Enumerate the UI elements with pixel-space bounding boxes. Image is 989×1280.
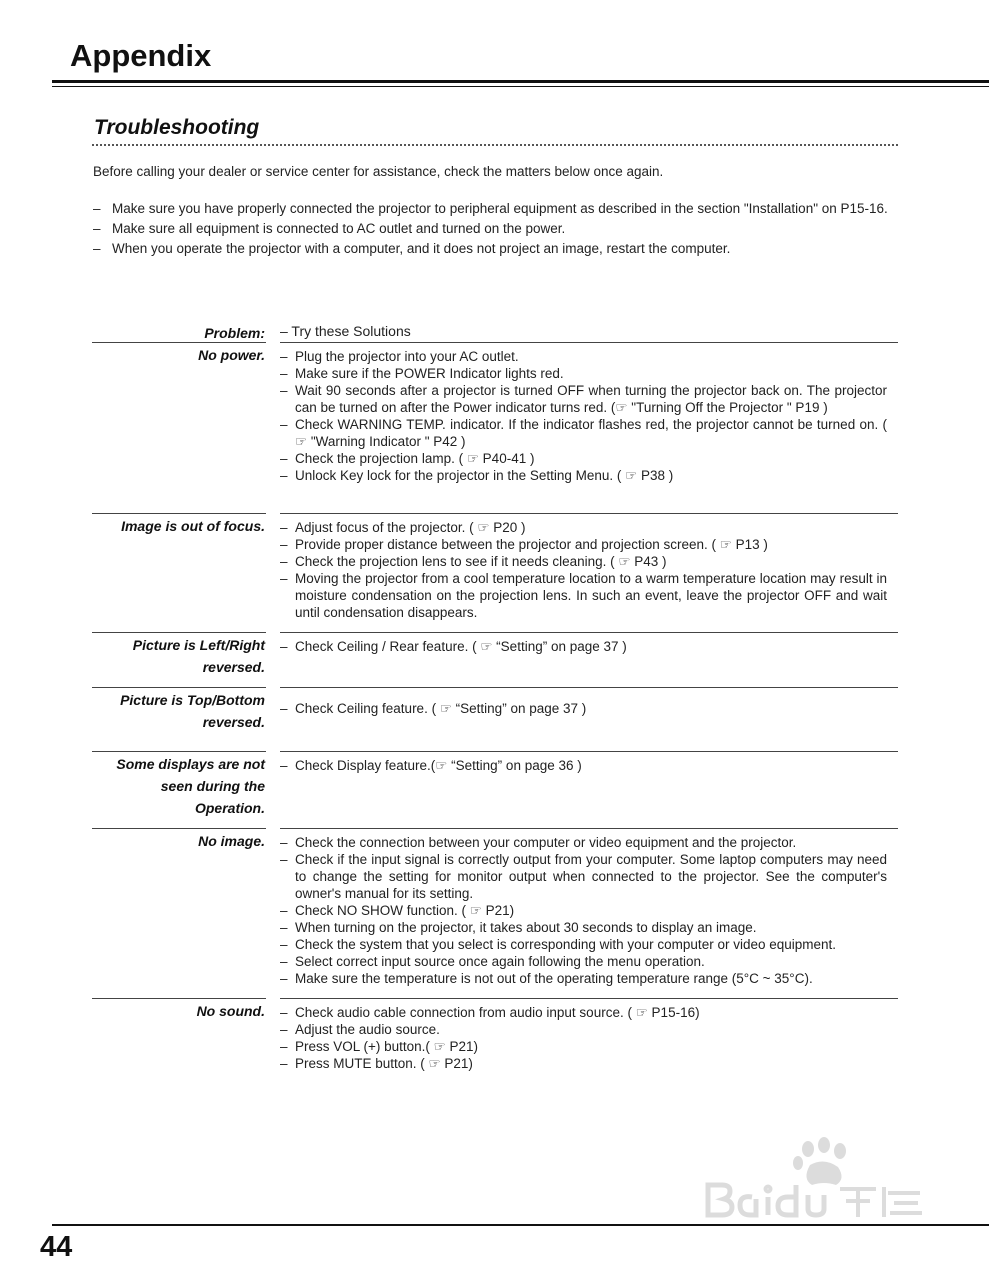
problem-label: Some displays are not seen during the Operation. bbox=[116, 756, 265, 816]
solution-text: Check if the input signal is correctly output from your computer. Some laptop computers may need to change the setting for monitor output when connected to the projector. See the computer's owner's manual for its setting. bbox=[295, 852, 887, 901]
solution-text: When turning on the projector, it takes about 30 seconds to display an image. bbox=[295, 920, 757, 935]
solution-item bbox=[280, 553, 887, 570]
troubleshooting-table bbox=[92, 320, 898, 1078]
solution-text: Check NO SHOW function. ( ☞ P21) bbox=[295, 903, 515, 918]
row-divider-left bbox=[92, 687, 266, 688]
dash-marker: – bbox=[280, 537, 288, 552]
dash-marker: – bbox=[93, 201, 101, 216]
baidu-paw-logo-icon bbox=[700, 1135, 940, 1235]
checklist-item bbox=[93, 240, 899, 257]
solution-list bbox=[280, 348, 887, 484]
dash-marker: – bbox=[280, 971, 288, 986]
checklist-item bbox=[93, 220, 899, 237]
dash-marker: – bbox=[280, 1056, 288, 1071]
checklist-item bbox=[93, 200, 899, 217]
table-body bbox=[92, 342, 898, 1078]
problem-label: No image. bbox=[198, 833, 265, 849]
solution-text: Check the projection lens to see if it needs cleaning. ( ☞ P43 ) bbox=[295, 554, 667, 569]
row-divider-right bbox=[280, 342, 898, 343]
solution-text: Check the system that you select is corresponding with your computer or video equipment. bbox=[295, 937, 837, 952]
checklist-item-text: Make sure you have properly connected the projector to peripheral equipment as described in the section "Installation" on P15-16. bbox=[112, 201, 888, 216]
solution-list bbox=[280, 519, 887, 621]
solution-text: Adjust focus of the projector. ( ☞ P20 ) bbox=[295, 520, 526, 535]
solution-list bbox=[280, 700, 887, 717]
table-row bbox=[92, 687, 898, 751]
solution-text: Check Display feature.(☞ “Setting” on page 36 ) bbox=[295, 758, 582, 773]
dash-marker: – bbox=[280, 468, 288, 483]
dotted-divider bbox=[92, 144, 898, 146]
row-divider-left bbox=[92, 751, 266, 752]
solution-text: Press MUTE button. ( ☞ P21) bbox=[295, 1056, 473, 1071]
solution-item bbox=[280, 919, 887, 936]
dash-marker: – bbox=[280, 954, 288, 969]
solution-column-header: – Try these Solutions bbox=[280, 323, 411, 339]
row-divider-right bbox=[280, 632, 898, 633]
dash-marker: – bbox=[280, 417, 288, 432]
solution-text: Unlock Key lock for the projector in the Setting Menu. ( ☞ P38 ) bbox=[295, 468, 674, 483]
solution-text: Adjust the audio source. bbox=[295, 1022, 440, 1037]
row-divider-left bbox=[92, 513, 266, 514]
dash-marker: – bbox=[280, 451, 288, 466]
solution-item bbox=[280, 416, 887, 450]
solution-text: Moving the projector from a cool temperature location to a warm temperature location may result in moisture condensation on the projection lens. In such an event, leave the projector OFF and wait until condensation disappears. bbox=[295, 571, 887, 620]
page-header-title: Appendix bbox=[70, 38, 212, 73]
row-divider-right bbox=[280, 687, 898, 688]
header-rule-thin bbox=[52, 86, 989, 87]
row-divider-left bbox=[92, 632, 266, 633]
dash-marker: – bbox=[280, 554, 288, 569]
solution-list bbox=[280, 834, 887, 987]
dash-marker: – bbox=[280, 366, 288, 381]
row-divider-right bbox=[280, 998, 898, 999]
dash-marker: – bbox=[93, 221, 101, 236]
solution-list bbox=[280, 1004, 887, 1072]
dash-marker: – bbox=[280, 1039, 288, 1054]
solution-item bbox=[280, 970, 887, 987]
solution-text: Make sure if the POWER Indicator lights red. bbox=[295, 366, 564, 381]
section-title: Troubleshooting bbox=[94, 116, 260, 139]
dash-marker: – bbox=[280, 1022, 288, 1037]
row-divider-right bbox=[280, 828, 898, 829]
solution-item bbox=[280, 1038, 887, 1055]
row-divider-right bbox=[280, 513, 898, 514]
solution-item bbox=[280, 851, 887, 902]
table-row bbox=[92, 632, 898, 687]
dash-marker: – bbox=[280, 701, 288, 716]
table-row bbox=[92, 828, 898, 998]
dash-marker: – bbox=[280, 903, 288, 918]
solution-text: Wait 90 seconds after a projector is turned OFF when turning the projector back on. The projector can be turned on after the Power indicator turns red. (☞ "Turning Off the Projector " P19 ) bbox=[295, 383, 887, 415]
dash-marker: – bbox=[93, 241, 101, 256]
dash-marker: – bbox=[280, 639, 288, 654]
table-row bbox=[92, 342, 898, 513]
row-divider-left bbox=[92, 828, 266, 829]
intro-paragraph: Before calling your dealer or service center for assistance, check the matters below once again. bbox=[93, 164, 664, 179]
solution-item bbox=[280, 450, 887, 467]
dash-marker: – bbox=[280, 1005, 288, 1020]
checklist bbox=[93, 200, 899, 260]
solution-item bbox=[280, 757, 887, 774]
solution-item bbox=[280, 348, 887, 365]
dash-marker: – bbox=[280, 852, 288, 867]
solution-item bbox=[280, 467, 887, 484]
solution-item bbox=[280, 953, 887, 970]
problem-label: Picture is Top/Bottom reversed. bbox=[120, 692, 265, 730]
solution-item bbox=[280, 519, 887, 536]
table-row bbox=[92, 998, 898, 1078]
solution-text: Make sure the temperature is not out of the operating temperature range (5°C ~ 35°C). bbox=[295, 971, 813, 986]
problem-column-header: Problem: bbox=[204, 325, 265, 341]
baidu-watermark bbox=[700, 1135, 940, 1235]
solution-item bbox=[280, 638, 887, 655]
header-rule bbox=[52, 80, 989, 83]
solution-text: Check the projection lamp. ( ☞ P40-41 ) bbox=[295, 451, 535, 466]
solution-text: Check Ceiling feature. ( ☞ “Setting” on page 37 ) bbox=[295, 701, 587, 716]
solution-item bbox=[280, 1021, 887, 1038]
dash-marker: – bbox=[280, 758, 288, 773]
dash-marker: – bbox=[280, 571, 288, 586]
problem-label: No power. bbox=[198, 347, 265, 363]
solution-item bbox=[280, 902, 887, 919]
dash-marker: – bbox=[280, 920, 288, 935]
page-number: 44 bbox=[40, 1231, 73, 1263]
row-divider-left bbox=[92, 342, 266, 343]
solution-item bbox=[280, 1004, 887, 1021]
problem-label: Image is out of focus. bbox=[121, 518, 265, 534]
solution-text: Check audio cable connection from audio input source. ( ☞ P15-16) bbox=[295, 1005, 700, 1020]
dash-marker: – bbox=[280, 349, 288, 364]
solution-text: Check Ceiling / Rear feature. ( ☞ “Setting” on page 37 ) bbox=[295, 639, 627, 654]
solution-item bbox=[280, 382, 887, 416]
solution-text: Provide proper distance between the projector and projection screen. ( ☞ P13 ) bbox=[295, 537, 768, 552]
row-divider-right bbox=[280, 751, 898, 752]
solution-item bbox=[280, 570, 887, 621]
checklist-item-text: Make sure all equipment is connected to AC outlet and turned on the power. bbox=[112, 221, 566, 236]
solution-text: Select correct input source once again following the menu operation. bbox=[295, 954, 705, 969]
solution-list bbox=[280, 757, 887, 774]
table-row bbox=[92, 751, 898, 828]
problem-label: Picture is Left/Right reversed. bbox=[132, 637, 265, 675]
dash-marker: – bbox=[280, 520, 288, 535]
dash-marker: – bbox=[280, 937, 288, 952]
row-divider-left bbox=[92, 998, 266, 999]
table-row bbox=[92, 513, 898, 632]
solution-item bbox=[280, 700, 887, 717]
solution-text: Check the connection between your computer or video equipment and the projector. bbox=[295, 835, 797, 850]
solution-text: Press VOL (+) button.( ☞ P21) bbox=[295, 1039, 479, 1054]
solution-item bbox=[280, 365, 887, 382]
solution-item bbox=[280, 834, 887, 851]
dash-marker: – bbox=[280, 835, 288, 850]
solution-list bbox=[280, 638, 887, 655]
solution-item bbox=[280, 1055, 887, 1072]
solution-text: Plug the projector into your AC outlet. bbox=[295, 349, 519, 364]
solution-text: Check WARNING TEMP. indicator. If the indicator flashes red, the projector cannot be turned on. ( ☞ "Warning Indicator " P42 ) bbox=[295, 417, 887, 449]
dash-marker: – bbox=[280, 383, 288, 398]
solution-item bbox=[280, 936, 887, 953]
problem-label: No sound. bbox=[196, 1003, 265, 1019]
solution-item bbox=[280, 536, 887, 553]
checklist-item-text: When you operate the projector with a computer, and it does not project an image, restart the computer. bbox=[112, 241, 731, 256]
table-header-row bbox=[92, 320, 898, 342]
